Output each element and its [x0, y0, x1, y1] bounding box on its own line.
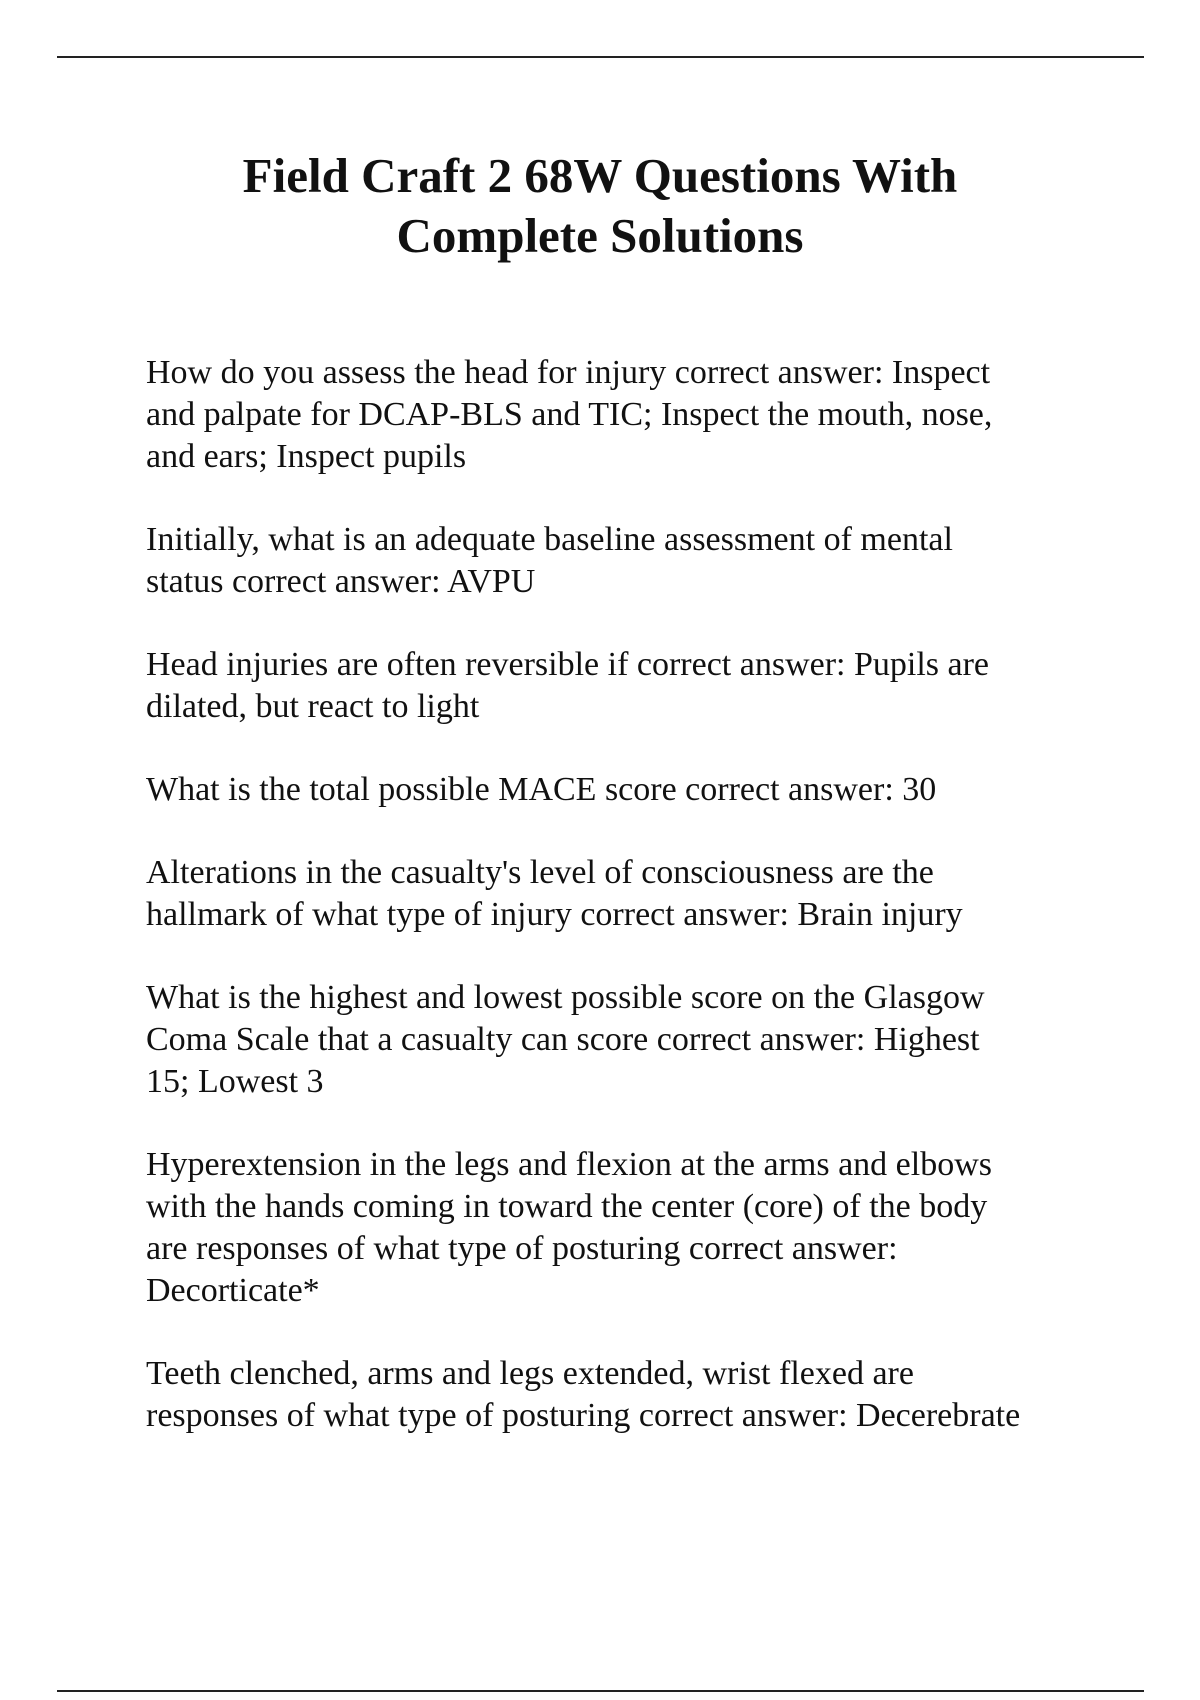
bottom-rule — [57, 1690, 1144, 1692]
qa-item: Alterations in the casualty's level of consciousness are the hallmark of what type of injury correct answer: Brain injury — [146, 854, 963, 933]
qa-item: What is the total possible MACE score correct answer: 30 — [146, 771, 937, 808]
top-rule — [57, 56, 1144, 58]
qa-item: Hyperextension in the legs and flexion at the arms and elbows with the hands coming in toward the center (core) of the body are responses of what type of posturing correct answer: Decorticate* — [146, 1146, 992, 1309]
qa-item: Initially, what is an adequate baseline assessment of mental status correct answer: AVPU — [146, 521, 953, 600]
qa-item: How do you assess the head for injury correct answer: Inspect and palpate for DCAP-BLS and TIC; Inspect the mouth, nose, and ears; Inspect pupils — [146, 354, 993, 475]
qa-item: Head injuries are often reversible if correct answer: Pupils are dilated, but react to light — [146, 646, 990, 725]
document-title — [120, 146, 1080, 266]
title-line-2: Complete Solutions — [396, 208, 804, 263]
qa-item: What is the highest and lowest possible score on the Glasgow Coma Scale that a casualty can score correct answer: Highest 15; Lowest 3 — [146, 979, 985, 1100]
qa-item: Teeth clenched, arms and legs extended, wrist flexed are responses of what type of posturing correct answer: Decerebrate — [146, 1355, 1021, 1434]
qa-list — [146, 352, 1106, 1478]
title-line-1: Field Craft 2 68W Questions With — [242, 148, 958, 203]
